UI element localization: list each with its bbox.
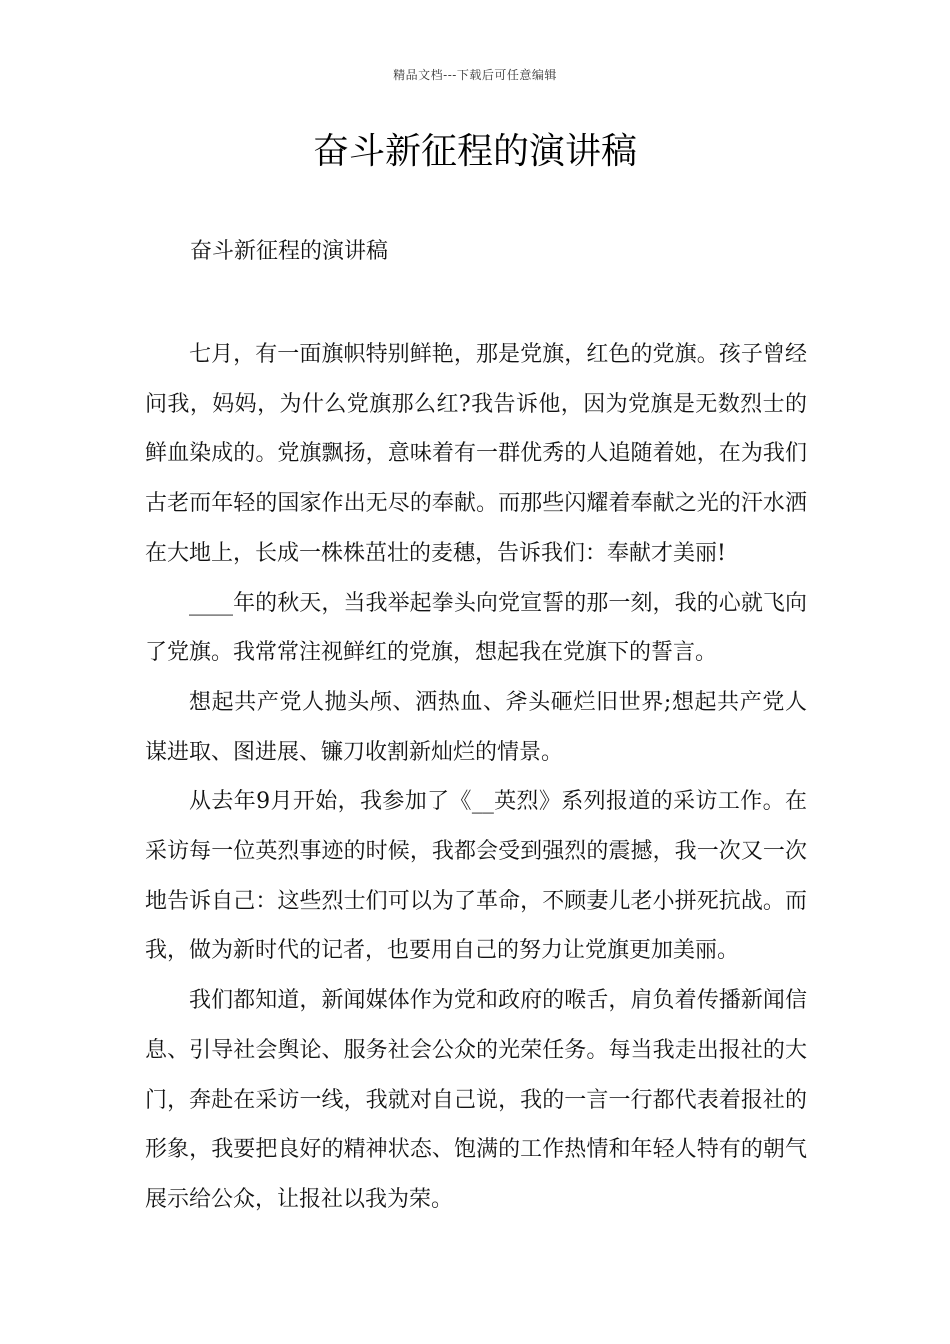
paragraph-5: 我们都知道，新闻媒体作为党和政府的喉舌，肩负着传播新闻信息、引导社会舆论、服务社会公众的光荣任务。每当我走出报社的大门，奔赴在采访一线，我就对自己说，我的一言一行都代表着报社的形象，我要把良好的精神状态、饱满的工作热情和年轻人特有的朝气展示给公众，让报社以我为荣。 [145, 988, 807, 1212]
paragraph-2: ____年的秋天，当我举起拳头向党宣誓的那一刻，我的心就飞向了党旗。我常常注视鲜红的党旗，想起我在党旗下的誓言。 [145, 590, 807, 666]
paragraph-3: 想起共产党人抛头颅、洒热血、斧头砸烂旧世界;想起共产党人谋进取、图进展、镰刀收割新灿烂的情景。 [145, 689, 807, 765]
paragraph-4: 从去年9月开始，我参加了《__英烈》系列报道的采访工作。在采访每一位英烈事迹的时候，我都会受到强烈的震撼，我一次又一次地告诉自己：这些烈士们可以为了革命，不顾妻儿老小拼死抗战。而我，做为新时代的记者，也要用自己的努力让党旗更加美丽。 [145, 789, 807, 964]
document-subtitle: 奋斗新征程的演讲稿 [190, 239, 389, 264]
paragraph-1: 七月，有一面旗帜特别鲜艳，那是党旗，红色的党旗。孩子曾经问我，妈妈，为什么党旗那么红?我告诉他，因为党旗是无数烈士的鲜血染成的。党旗飘扬，意味着有一群优秀的人追随着她，在为我们古老而年轻的国家作出无尽的奉献。而那些闪耀着奉献之光的汗水洒在大地上，长成一株株茁壮的麦穗，告诉我们：奉献才美丽! [145, 342, 807, 566]
header-note: 精品文档---下载后可任意编辑 [393, 68, 557, 82]
document-body [145, 330, 807, 1225]
document-title: 奋斗新征程的演讲稿 [312, 131, 637, 172]
